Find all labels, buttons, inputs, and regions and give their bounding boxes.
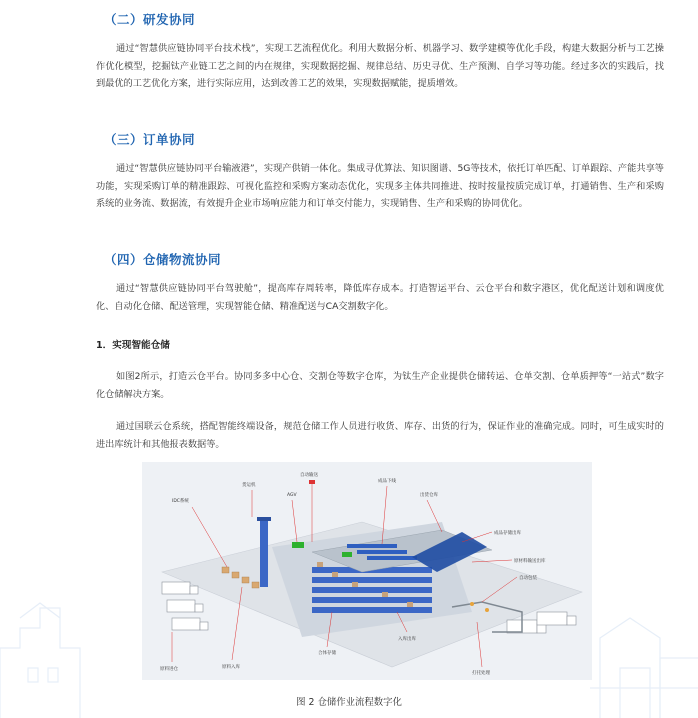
warehouse-illustration [142,462,592,680]
section-heading-logistics: （四）仓储物流协同 [104,252,222,267]
svg-text:原料入库: 原料入库 [222,665,240,670]
svg-text:出货仓库: 出货仓库 [420,493,438,498]
svg-text:成品存储出库: 成品存储出库 [494,531,521,536]
section-paragraph-order: 通过“智慧供应链协同平台输液港”，实现产供销一体化。集成寻优算法、知识图谱、5G等技术，依托订单匹配、订单跟踪、产能共享等功能，实现采购订单的精准跟踪、可视化监控和采购方案动态优化，实现多主体共同推进、按时按量按质完成订单，打通销售、生产和采购系统的业务流、数据流，有效提升企业市场响应能力和订单交付能力，实现销售、生产和采购的协同优化。 [96,163,664,210]
svg-text:AGV: AGV [287,493,297,498]
svg-text:自动包装: 自动包装 [519,576,537,581]
svg-text:货运机: 货运机 [242,483,256,488]
figure-caption: 图 2 仓储作业流程数字化 [296,697,402,708]
subsection-heading: 1．实现智能仓储 [96,340,170,351]
svg-text:入库出库: 入库出库 [398,637,416,642]
svg-text:原料进仓: 原料进仓 [160,667,178,672]
svg-text:IDC系统: IDC系统 [172,499,189,504]
svg-text:成品下线: 成品下线 [378,479,396,484]
svg-text:原材料输送出库: 原材料输送出库 [514,559,546,564]
section-paragraph-rd: 通过“智慧供应链协同平台技术栈”，实现工艺流程优化。利用大数据分析、机器学习、数学建模等优化手段，构建大数据分析与工艺操作优化模型，挖掘钛产业链工艺之间的内在规律，实现数据挖掘、规律总结、历史寻优、生产预测、自学习等功能。经过多次的实践后，找到最优的工艺优化方案，进行实际应用，达到改善工艺的效果，实现数据赋能，提质增效。 [96,43,664,90]
paragraph-figure-ref: 如图2所示，打造云仓平台。协同多多中心仓、交割仓等数字仓库，为钛生产企业提供仓储转运、仓单交割、仓单质押等“一站式”数字化仓储解决方案。 [96,371,664,400]
section-heading-rd: （二）研发协同 [104,12,196,27]
paragraph-cloud-warehouse: 通过国联云仓系统，搭配智能终端设备，规范仓储工作人员进行收货、库存、出货的行为，保证作业的准确完成。同时，可生成实时的进出库统计和其他报表数据等。 [96,421,664,450]
svg-text:自动输送: 自动输送 [300,473,318,478]
section-paragraph-logistics: 通过“智慧供应链协同平台驾驶舱”，提高库存周转率，降低库存成本。打造智运平台、云仓平台和数字港区，优化配送计划和调度优化、自动化仓储、配送管理，实现智能仓储、精准配送与CA交割数字化。 [96,283,664,312]
section-heading-order: （三）订单协同 [104,132,196,147]
svg-text:合体存储: 合体存储 [318,651,336,656]
svg-text:打托处理: 打托处理 [472,671,490,676]
